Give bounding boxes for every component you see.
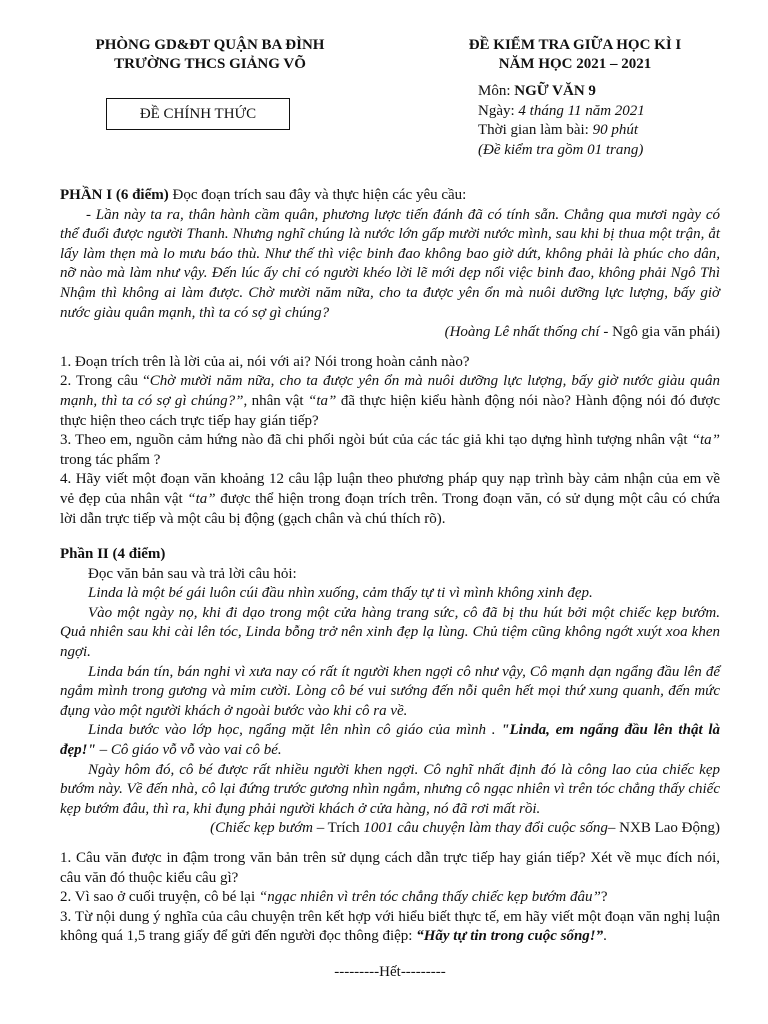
subject-label: Môn:	[478, 83, 515, 99]
story-paragraph-2: Vào một ngày nọ, khi đi dạo trong một cửa hàng trang sức, cô đã bị thu hút bởi một chiếc kẹp bướm. Quả nhiên sau khi cài lên tóc, Linda bỗng trở nên xinh đẹp lạ lùng. Chủ tiệm cũng không ngớt xuýt xoa khen ngợi.	[60, 604, 720, 661]
official-label: ĐỀ CHÍNH THỨC	[139, 106, 257, 122]
exam-body	[60, 186, 720, 983]
official-exam-box	[106, 98, 290, 130]
part1-title: PHẦN I (6 điểm)	[60, 187, 169, 203]
part1-question-3: 3. Theo em, nguồn cảm hứng nào đã chi phối ngòi bút của các tác giả khi tạo dựng hình tượng nhân vật “ta” trong tác phẩm ?	[60, 432, 720, 468]
department-name: PHÒNG GD&ĐT QUẬN BA ĐÌNH	[95, 37, 325, 53]
part1-heading	[60, 186, 720, 206]
part1-intro: Đọc đoạn trích sau đây và thực hiện các yêu cầu:	[168, 187, 467, 203]
date-value: 4 tháng 11 năm 2021	[518, 102, 645, 119]
part2-question-2: 2. Vì sao ở cuối truyện, cô bé lại “ngạc nhiên vì trên tóc chẳng thấy chiếc kẹp bướm đâu”?	[60, 889, 608, 906]
story-paragraph-1: Linda là một bé gái luôn cúi đầu nhìn xuống, cảm thấy tự ti vì mình không xinh đẹp.	[88, 585, 593, 602]
part2-intro: Đọc văn bản sau và trả lời câu hỏi:	[88, 565, 297, 582]
story-paragraph-3: Linda bán tín, bán nghi vì xưa nay có rất ít người khen ngợi cô như vậy, Cô mạnh dạn ngẩng đầu lên để ngắm mình trong gương và mỉm cười. Lòng cô bé vui sướng đến nỗi quên hết mọi thứ xung quanh, đến mức đụng vào một người khách ở ngoài bước vào khi cô ra về.	[60, 663, 720, 719]
story-paragraph-5: Ngày hôm đó, cô bé được rất nhiều người khen ngợi. Cô nghĩ nhất định đó là công lao của chiếc kẹp bướm này. Về đến nhà, cô lại đứng trước gương nhìn ngắm, nhưng cô ngạc nhiên vì trên tóc chẳng thấy chiếc kẹp bướm đâu, thì ra, khi đụng phải người khách ở cửa hàng, nó đã rơi mất rồi.	[60, 761, 720, 817]
pages-note: (Đề kiểm tra gồm 01 trang)	[478, 141, 644, 158]
part1-passage: - Lần này ta ra, thân hành cầm quân, phương lược tiến đánh đã có tính sẵn. Chẳng qua mươi ngày có thể đuổi được người Thanh. Nhưng nghĩ chúng là nước lớn gấp mười nước mình, sau khi bị thua một trận, ắt lấy làm thẹn mà lo mưu báo thù. Như thế thì việc binh đao không bao giờ dứt, không phải là phúc cho dân, nỡ nào mà làm như vậy. Đến lúc ấy chỉ có người khéo lời lẽ mới dẹp nổi việc binh đao, không phải Ngô Thì Nhậm thì không ai làm được. Chờ mười năm nữa, cho ta được yên ổn mà nuôi dưỡng lực lượng, bấy giờ nước giàu quân mạnh, thì ta có sợ gì chúng?	[60, 206, 720, 321]
date-line	[478, 102, 758, 122]
part1-question-4: 4. Hãy viết một đoạn văn khoảng 12 câu lập luận theo phương pháp quy nạp trình bày cảm nhận của em về vẻ đẹp của nhân vật “ta” được thể hiện trong đoạn trích trên. Trong đoạn văn, có sử dụng một câu có chứa lời dẫn trực tiếp và một câu bị động (gạch chân và chú thích rõ).	[60, 471, 720, 527]
part2-question-1: 1. Câu văn được in đậm trong văn bản trên sử dụng cách dẫn trực tiếp hay gián tiếp? Xét về mục đích nói, câu văn đó thuộc kiểu câu gì?	[60, 850, 720, 886]
part2-heading	[60, 545, 720, 565]
time-value: 90 phút	[592, 122, 638, 138]
part1-source: (Hoàng Lê nhất thống chí - Ngô gia văn phái)	[444, 324, 720, 341]
school-header	[60, 36, 360, 74]
part1-question-1: 1. Đoạn trích trên là lời của ai, nói với ai? Nói trong hoàn cảnh nào?	[60, 353, 470, 370]
exam-meta	[478, 82, 758, 160]
exam-header	[405, 36, 745, 74]
subject-line	[478, 82, 758, 102]
message-quote: “Hãy tự tin trong cuộc sống!”	[416, 928, 604, 945]
story-paragraph-4: Linda bước vào lớp học, ngẩng mặt lên nhìn cô giáo của mình . "Linda, em ngẩng đầu lên thật là đẹp!" – Cô giáo vỗ vỗ vào vai cô bé.	[60, 722, 720, 759]
exam-title: ĐỀ KIỂM TRA GIỮA HỌC KÌ I	[468, 37, 682, 53]
school-year: NĂM HỌC 2021 – 2021	[498, 56, 652, 72]
bold-quote: "Linda, em ngẩng đầu lên thật là đẹp!"	[60, 722, 720, 759]
story-source: (Chiếc kẹp bướm – Trích 1001 câu chuyện làm thay đổi cuộc sống– NXB Lao Động)	[210, 820, 720, 837]
part2-question-3: 3. Từ nội dung ý nghĩa của câu chuyện trên kết hợp với hiểu biết thực tế, em hãy viết một đoạn văn nghị luận không quá 1,5 trang giấy để gửi đến người đọc thông điệp: “Hãy tự tin trong cuộc sống!”.	[60, 908, 720, 945]
subject-value: NGỮ VĂN 9	[514, 83, 596, 99]
time-line	[478, 121, 758, 141]
date-label: Ngày:	[478, 102, 519, 119]
end-marker: ---------Hết---------	[334, 963, 446, 980]
time-label: Thời gian làm bài:	[478, 122, 593, 138]
part1-question-2: 2. Trong câu “Chờ mười năm nữa, cho ta được yên ổn mà nuôi dưỡng lực lượng, bấy giờ nước giàu quân mạnh, thì ta có sợ gì chúng?”, nhân vật “ta” đã thực hiện kiểu hành động nói nào? Hành động nói đó được thực hiện theo cách trực tiếp hay gián tiếp?	[60, 373, 720, 429]
part2-title: Phần II (4 điểm)	[60, 546, 166, 563]
school-name: TRƯỜNG THCS GIẢNG VÕ	[114, 56, 306, 72]
